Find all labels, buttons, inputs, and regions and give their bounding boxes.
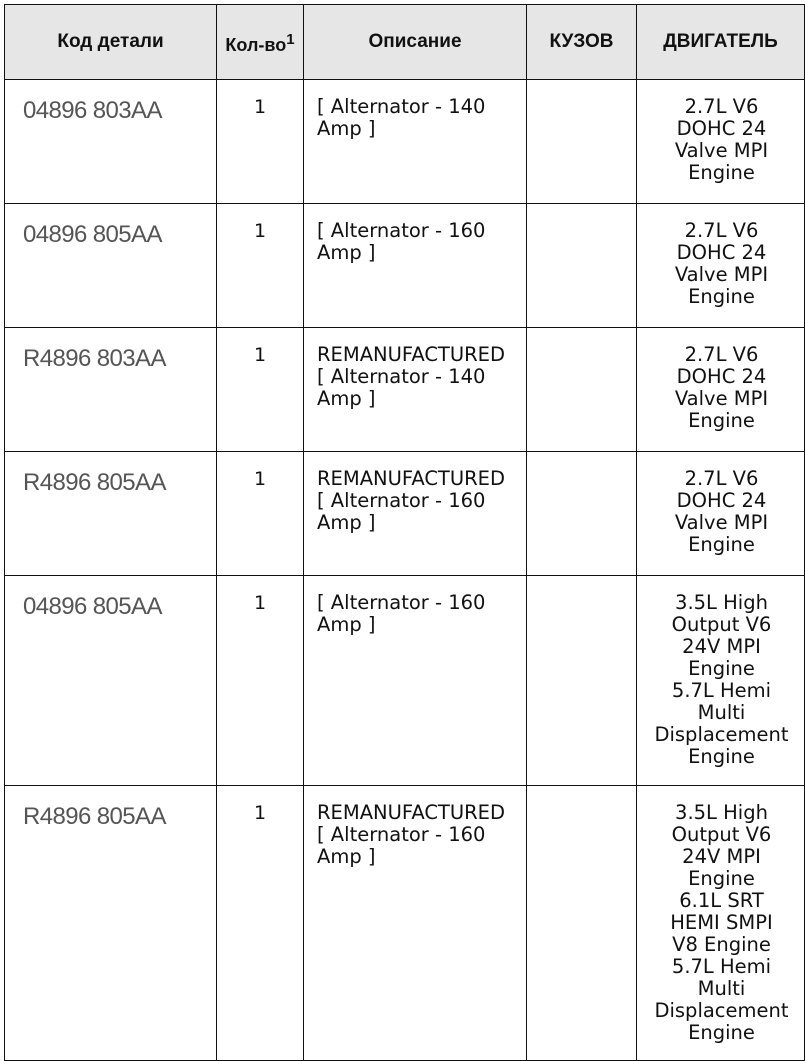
- engine-line: Engine: [688, 1021, 755, 1044]
- description-line: REMANUFACTURED: [317, 467, 506, 490]
- engine-line: 3.5L High: [675, 801, 768, 824]
- engine-line: DOHC 24: [676, 489, 767, 512]
- header-body: КУЗОВ: [527, 5, 637, 80]
- description-line: REMANUFACTURED: [317, 343, 506, 366]
- quantity-cell: 1: [217, 80, 304, 204]
- body-cell: [527, 80, 637, 204]
- engine-line: 3.5L High: [675, 591, 768, 614]
- engine-line: 5.7L Hemi: [671, 679, 772, 702]
- part-code-cell: R4896 803AA: [5, 328, 217, 452]
- engine-cell: [637, 80, 805, 204]
- table-row: [5, 328, 805, 452]
- engine-line: Engine: [688, 657, 755, 680]
- description-line: REMANUFACTURED: [317, 801, 506, 824]
- engine-cell: [637, 576, 805, 786]
- description-cell: [304, 204, 527, 328]
- engine-line: HEMI SMPI: [670, 911, 773, 934]
- engine-line: 2.7L V6: [684, 95, 759, 118]
- description-line: Amp ]: [317, 511, 376, 534]
- quantity-cell: 1: [217, 786, 304, 1061]
- description-line: [ Alternator - 160: [317, 489, 486, 512]
- header-quantity-label: Кол-во: [225, 34, 287, 55]
- table-row: [5, 452, 805, 576]
- part-code-cell: 04896 803AA: [5, 80, 217, 204]
- engine-cell: [637, 204, 805, 328]
- description-cell: [304, 80, 527, 204]
- header-quantity: [217, 5, 304, 80]
- description-line: Amp ]: [317, 387, 376, 410]
- description-line: Amp ]: [317, 117, 376, 140]
- engine-line: Engine: [688, 161, 755, 184]
- table-row: [5, 786, 805, 1061]
- engine-line: Valve MPI: [674, 263, 769, 286]
- engine-line: 2.7L V6: [684, 219, 759, 242]
- engine-line: Valve MPI: [674, 511, 769, 534]
- engine-line: V8 Engine: [672, 933, 771, 956]
- engine-line: Engine: [688, 533, 755, 556]
- table-row: [5, 576, 805, 786]
- engine-line: 24V MPI: [682, 635, 761, 658]
- description-line: [ Alternator - 160: [317, 591, 486, 614]
- header-engine: ДВИГАТЕЛЬ: [637, 5, 805, 80]
- quantity-cell: 1: [217, 204, 304, 328]
- engine-line: Engine: [688, 285, 755, 308]
- part-code-cell: 04896 805AA: [5, 576, 217, 786]
- engine-cell: [637, 328, 805, 452]
- body-cell: [527, 576, 637, 786]
- engine-line: Engine: [688, 867, 755, 890]
- part-code-cell: 04896 805AA: [5, 204, 217, 328]
- description-line: [ Alternator - 140: [317, 95, 486, 118]
- body-cell: [527, 204, 637, 328]
- engine-line: 2.7L V6: [684, 467, 759, 490]
- engine-cell: [637, 786, 805, 1061]
- parts-table: [4, 4, 805, 1061]
- description-line: [ Alternator - 160: [317, 219, 486, 242]
- engine-line: Multi: [697, 701, 746, 724]
- header-row: [5, 5, 805, 80]
- engine-line: Displacement: [654, 723, 789, 746]
- engine-line: 24V MPI: [682, 845, 761, 868]
- engine-line: Multi: [697, 977, 746, 1000]
- description-cell: [304, 328, 527, 452]
- engine-line: Engine: [688, 409, 755, 432]
- description-line: Amp ]: [317, 613, 376, 636]
- description-line: [ Alternator - 140: [317, 365, 486, 388]
- engine-line: 5.7L Hemi: [671, 955, 772, 978]
- description-cell: [304, 786, 527, 1061]
- header-part-code: Код детали: [5, 5, 217, 80]
- engine-line: 2.7L V6: [684, 343, 759, 366]
- description-line: Amp ]: [317, 845, 376, 868]
- description-cell: [304, 576, 527, 786]
- body-cell: [527, 786, 637, 1061]
- quantity-cell: 1: [217, 576, 304, 786]
- engine-line: DOHC 24: [676, 117, 767, 140]
- engine-line: DOHC 24: [676, 365, 767, 388]
- engine-line: Engine: [688, 745, 755, 768]
- engine-line: 6.1L SRT: [679, 889, 764, 912]
- body-cell: [527, 328, 637, 452]
- engine-line: Output V6: [671, 613, 772, 636]
- table-row: [5, 204, 805, 328]
- quantity-cell: 1: [217, 452, 304, 576]
- engine-cell: [637, 452, 805, 576]
- engine-line: Output V6: [671, 823, 772, 846]
- table-row: [5, 80, 805, 204]
- description-cell: [304, 452, 527, 576]
- description-line: Amp ]: [317, 241, 376, 264]
- body-cell: [527, 452, 637, 576]
- engine-line: Valve MPI: [674, 139, 769, 162]
- description-line: [ Alternator - 160: [317, 823, 486, 846]
- part-code-cell: R4896 805AA: [5, 786, 217, 1061]
- engine-line: Valve MPI: [674, 387, 769, 410]
- engine-line: DOHC 24: [676, 241, 767, 264]
- part-code-cell: R4896 805AA: [5, 452, 217, 576]
- quantity-cell: 1: [217, 328, 304, 452]
- header-description: Описание: [304, 5, 527, 80]
- engine-line: Displacement: [654, 999, 789, 1022]
- header-quantity-sub: 1: [286, 30, 295, 48]
